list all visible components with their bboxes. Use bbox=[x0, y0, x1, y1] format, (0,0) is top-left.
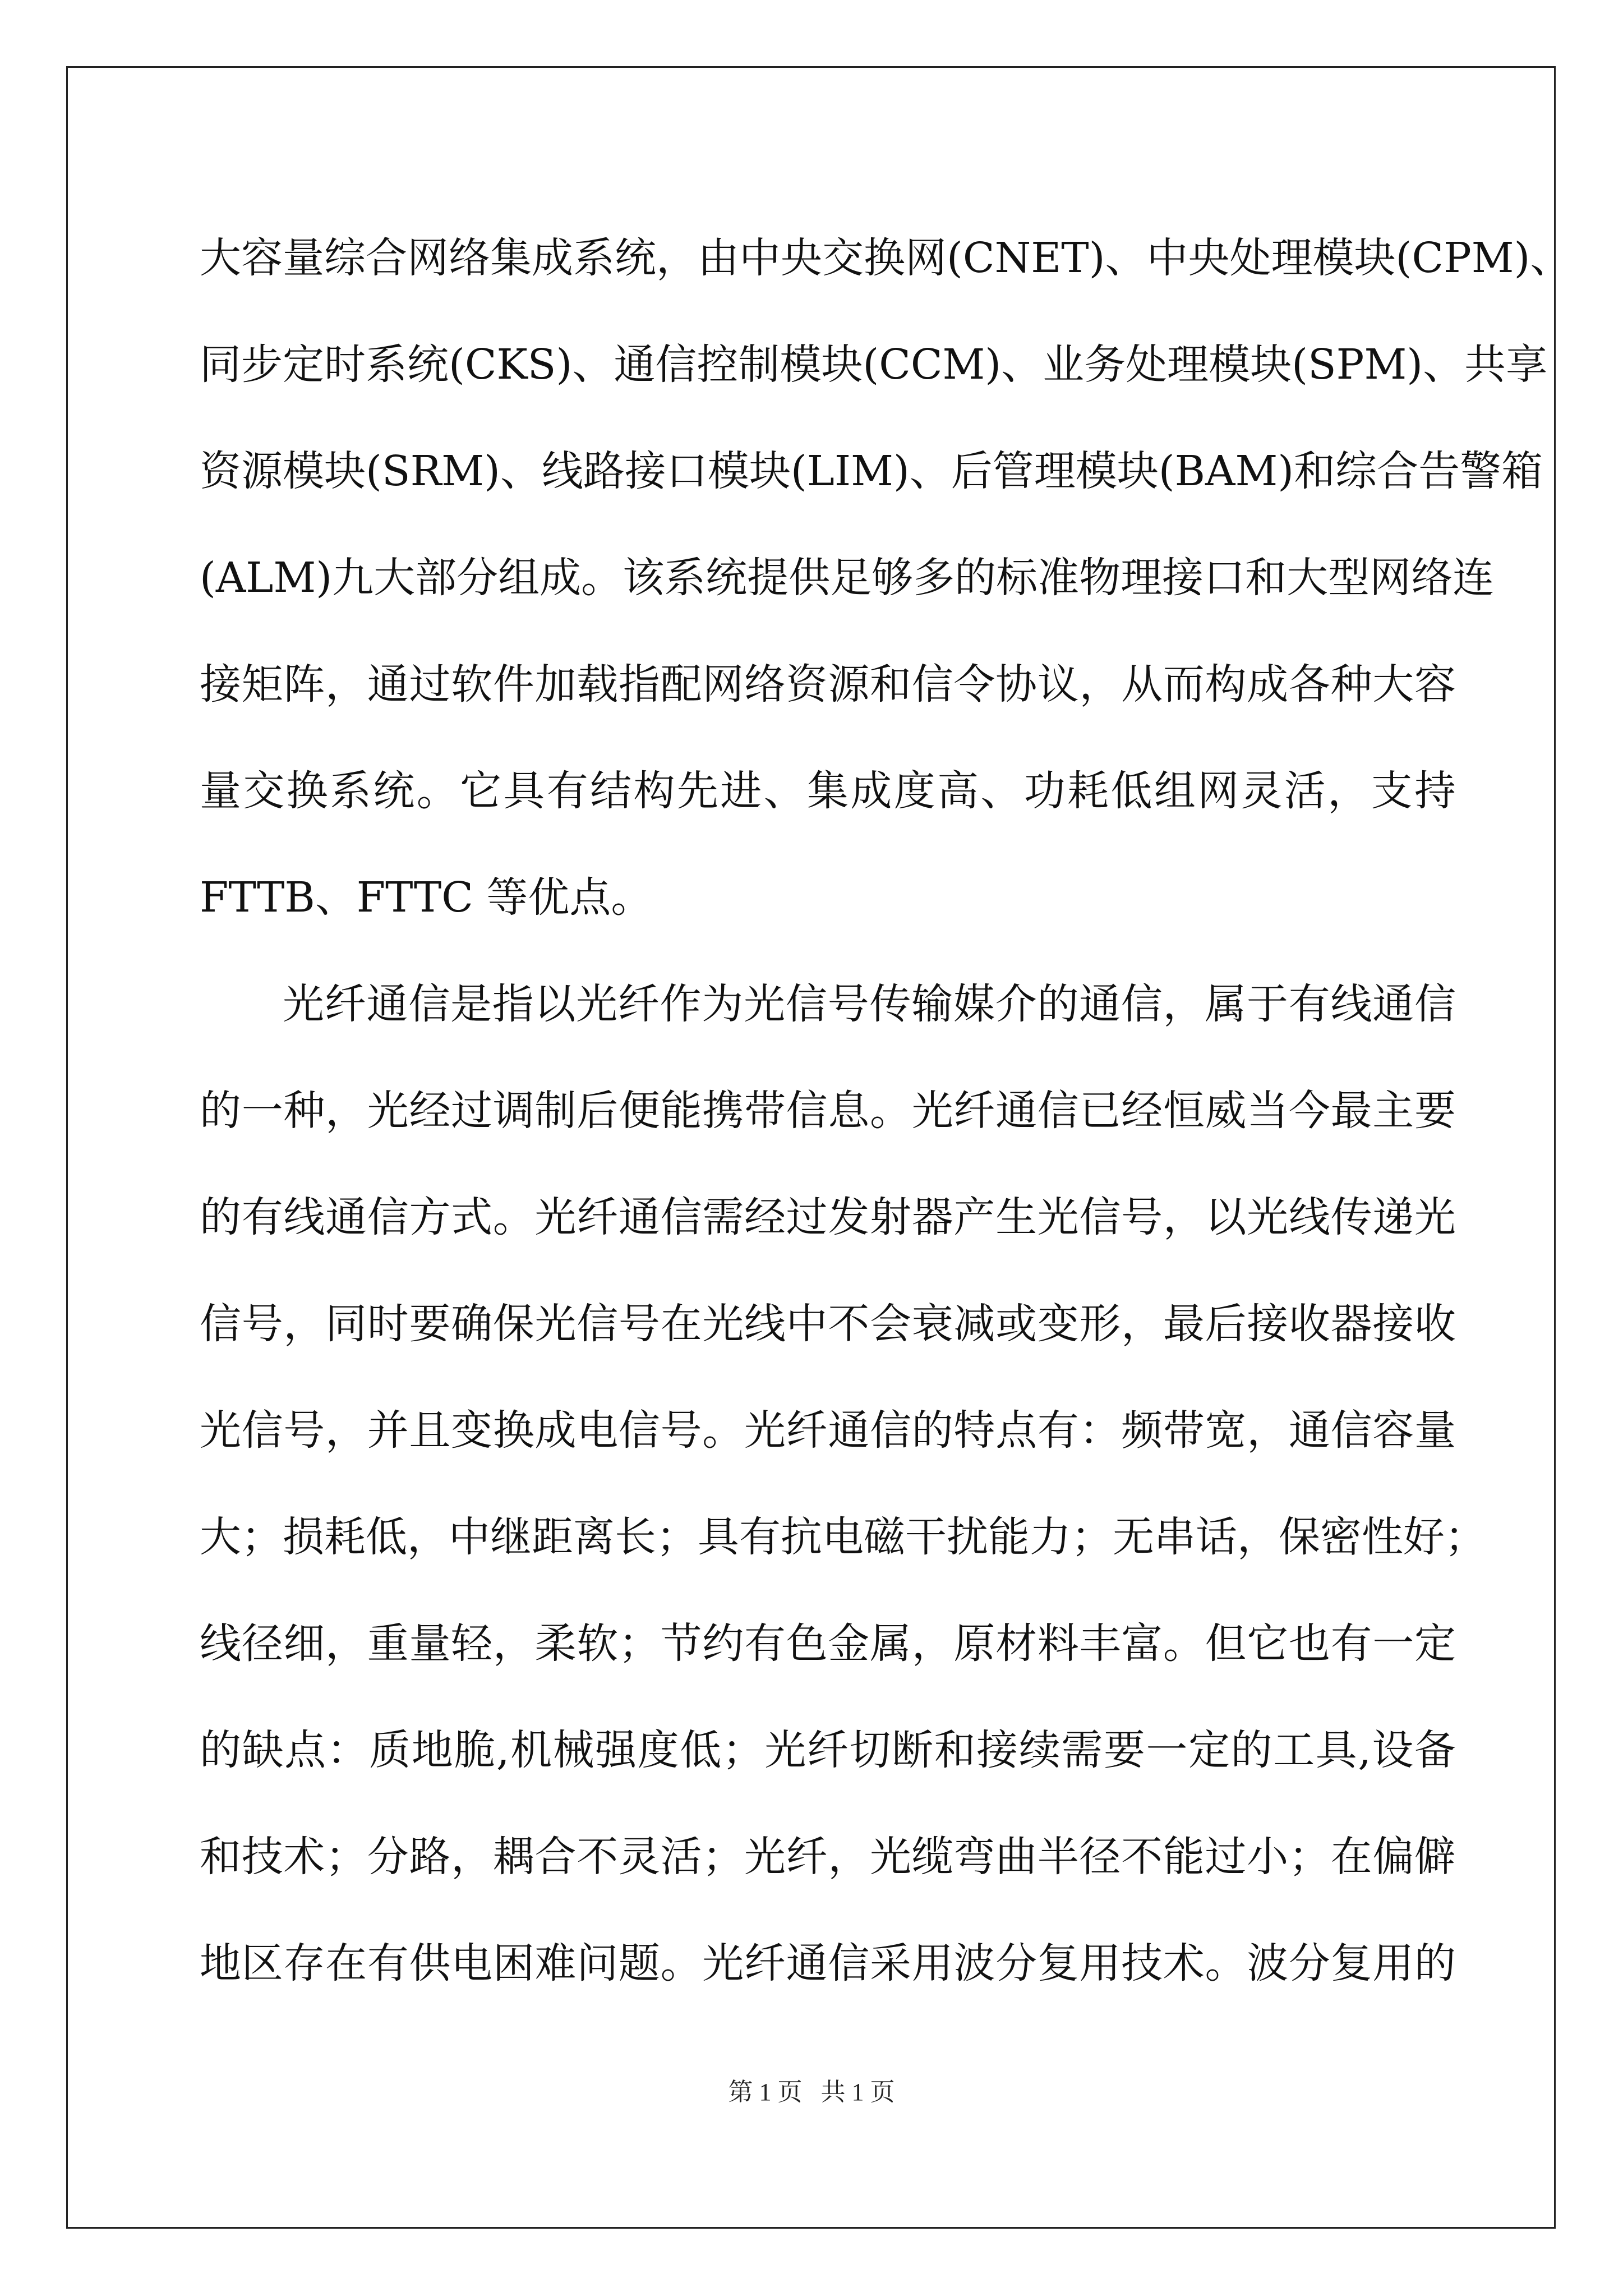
paragraph-line: 量交换系统。它具有结构先进、集成度高、功耗低组网灵活，支持 bbox=[200, 767, 1456, 815]
paragraph-line: 线径细，重量轻，柔软；节约有色金属，原材料丰富。但它也有一定 bbox=[200, 1619, 1456, 1668]
paragraph-line: 同步定时系统(CKS)、通信控制模块(CCM)、业务处理模块(SPM)、共享 bbox=[200, 341, 1548, 389]
paragraph-line: 的一种，光经过调制后便能携带信息。光纤通信已经恒威当今最主要 bbox=[200, 1087, 1456, 1135]
paragraph-line: 的缺点：质地脆,机械强度低；光纤切断和接续需要一定的工具,设备 bbox=[200, 1726, 1456, 1774]
paragraph-line: 大容量综合网络集成系统，由中央交换网(CNET)、中央处理模块(CPM)、 bbox=[200, 234, 1572, 282]
page-number-footer: 第 1 页 共 1 页 bbox=[728, 2078, 895, 2106]
document-body bbox=[200, 205, 1572, 2017]
paragraph-line: 信号，同时要确保光信号在光线中不会衰减或变形，最后接收器接收 bbox=[200, 1300, 1456, 1348]
paragraph-first-line: 光纤通信是指以光纤作为光信号传输媒介的通信，属于有线通信 bbox=[283, 980, 1456, 1028]
paragraph-line: 和技术；分路，耦合不灵活；光纤，光缆弯曲半径不能过小；在偏僻 bbox=[200, 1833, 1456, 1881]
paragraph-line: 资源模块(SRM)、线路接口模块(LIM)、后管理模块(BAM)和综合告警箱 bbox=[200, 447, 1543, 495]
paragraph-line: 接矩阵，通过软件加载指配网络资源和信令协议，从而构成各种大容 bbox=[200, 660, 1456, 708]
paragraph-line: 光信号，并且变换成电信号。光纤通信的特点有：频带宽，通信容量 bbox=[200, 1406, 1456, 1455]
paragraph-line: 大；损耗低，中继距离长；具有抗电磁干扰能力；无串话，保密性好； bbox=[200, 1513, 1486, 1561]
paragraph-line: 地区存在有供电困难问题。光纤通信采用波分复用技术。波分复用的 bbox=[200, 1939, 1456, 1987]
paragraph-line: 的有线通信方式。光纤通信需经过发射器产生光信号，以光线传递光 bbox=[200, 1193, 1456, 1241]
paragraph-line: FTTB、FTTC 等优点。 bbox=[200, 873, 653, 922]
paragraph-line: (ALM)九大部分组成。该系统提供足够多的标准物理接口和大型网络连 bbox=[200, 554, 1495, 602]
